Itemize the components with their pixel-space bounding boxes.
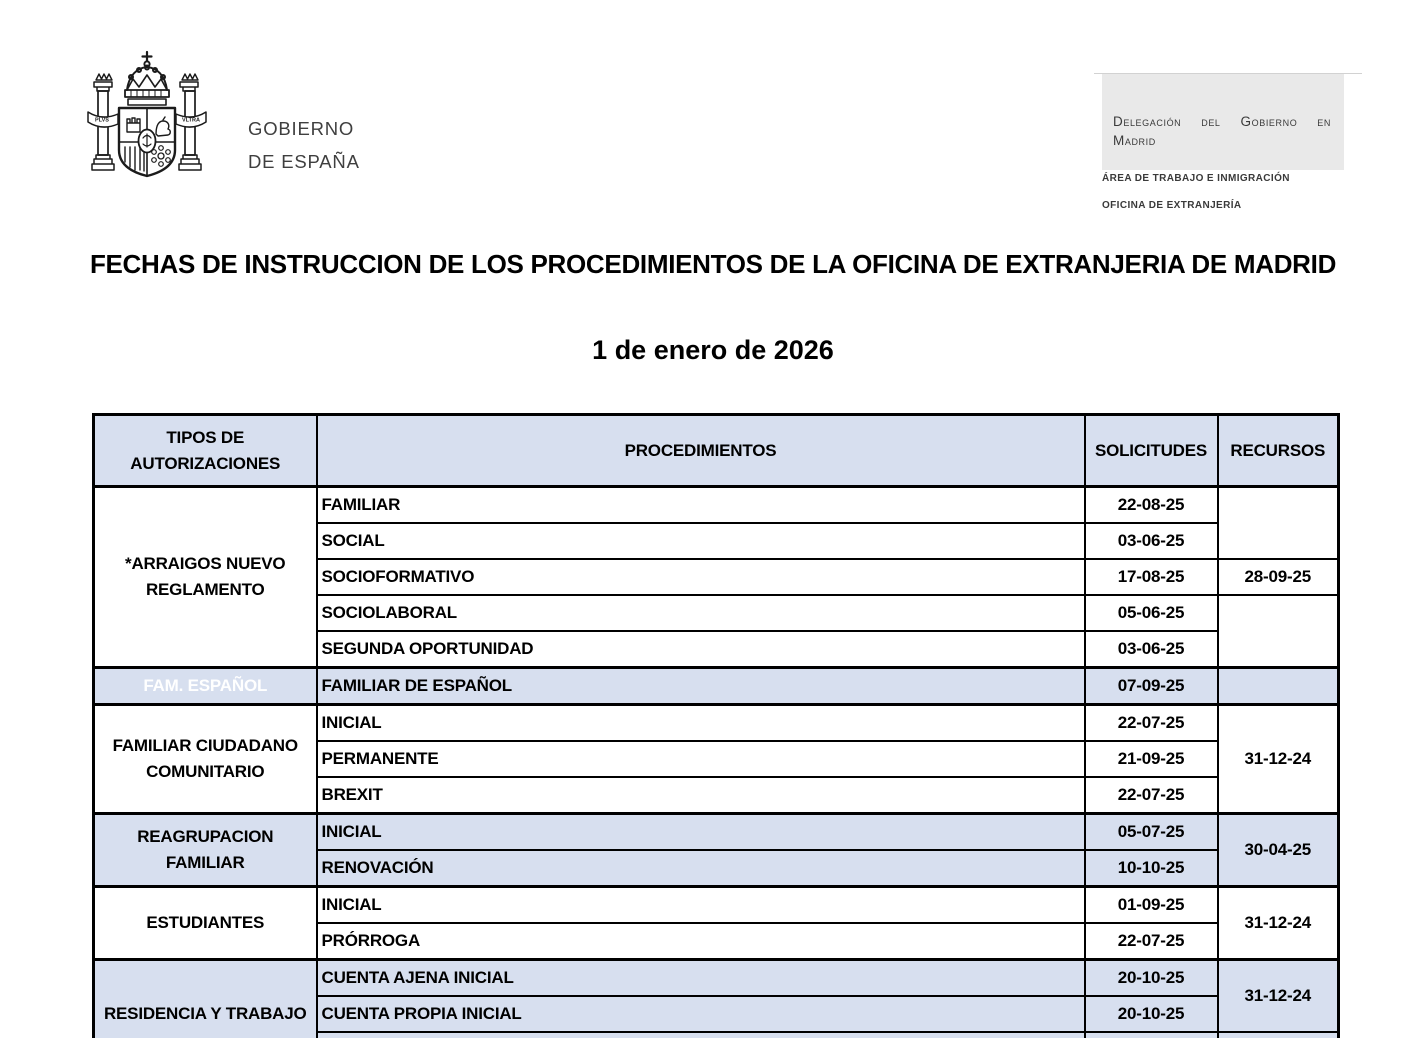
procedure-cell: INICIAL (317, 705, 1085, 742)
procedure-cell: SOCIOFORMATIVO (317, 559, 1085, 595)
department-area-line: ÁREA DE TRABAJO E INMIGRACIÓN (1102, 173, 1290, 184)
group-type-line: FAMILIAR CIUDADANO (112, 736, 298, 755)
procedure-cell: CUENTA PROPIA INICIAL (317, 996, 1085, 1032)
group-type-line: REAGRUPACION (137, 827, 274, 846)
column-header-tipos-line2: AUTORIZACIONES (130, 453, 281, 473)
government-name (248, 112, 360, 178)
recursos-empty-cell (1218, 595, 1339, 668)
government-name-line2: DE ESPAÑA (248, 151, 360, 172)
solicitudes-date-cell: 17-08-25 (1085, 559, 1218, 595)
solicitudes-date-cell: 10-10-25 (1085, 850, 1218, 887)
solicitudes-date-cell: 05-07-25 (1085, 814, 1218, 851)
procedure-cell: INICIAL (317, 814, 1085, 851)
solicitudes-date-cell: 22-08-25 (1085, 487, 1218, 524)
column-header-procedimientos: PROCEDIMIENTOS (317, 415, 1085, 487)
solicitudes-date-cell (1085, 1032, 1218, 1038)
procedure-cell: BREXIT (317, 777, 1085, 814)
recursos-date-cell: 31-12-24 (1218, 705, 1339, 814)
procedure-cell: SOCIOLABORAL (317, 595, 1085, 631)
procedure-cell: SOCIAL (317, 523, 1085, 559)
group-type-cell (94, 814, 317, 887)
column-header-recursos: RECURSOS (1218, 415, 1339, 487)
department-office-line: OFICINA DE EXTRANJERÍA (1102, 200, 1242, 211)
solicitudes-date-cell: 22-07-25 (1085, 923, 1218, 960)
column-header-tipos (94, 415, 317, 487)
procedure-cell: PERMANENTE (317, 741, 1085, 777)
procedure-cell: SEGUNDA OPORTUNIDAD (317, 631, 1085, 668)
table-row (94, 487, 1339, 524)
procedure-cell: CUENTA AJENA INICIAL (317, 960, 1085, 997)
recursos-empty-cell (1218, 668, 1339, 705)
table-row (94, 668, 1339, 705)
procedure-cell: INICIAL (317, 887, 1085, 924)
solicitudes-date-cell: 05-06-25 (1085, 595, 1218, 631)
column-header-solicitudes: SOLICITUDES (1085, 415, 1218, 487)
solicitudes-date-cell: 20-10-25 (1085, 960, 1218, 997)
group-type-cell: RESIDENCIA Y TRABAJO (94, 960, 317, 1038)
recursos-date-cell: 30-04-25 (1218, 814, 1339, 887)
table-header-row (94, 415, 1339, 487)
group-type-line: *ARRAIGOS NUEVO (125, 554, 286, 573)
group-type-cell (94, 487, 317, 668)
delegation-box (1102, 74, 1344, 170)
procedures-table (92, 413, 1340, 1038)
group-type-line: COMUNITARIO (146, 762, 265, 781)
solicitudes-date-cell: 01-09-25 (1085, 887, 1218, 924)
procedure-cell: FAMILIAR (317, 487, 1085, 524)
solicitudes-date-cell: 03-06-25 (1085, 523, 1218, 559)
recursos-date-cell: 31-12-24 (1218, 960, 1339, 1033)
solicitudes-date-cell: 22-07-25 (1085, 777, 1218, 814)
recursos-empty-cell (1218, 1032, 1339, 1038)
procedure-cell: RENOVACIÓN (317, 850, 1085, 887)
solicitudes-date-cell: 20-10-25 (1085, 996, 1218, 1032)
motto-left: PLVS (95, 117, 109, 124)
solicitudes-date-cell: 07-09-25 (1085, 668, 1218, 705)
solicitudes-date-cell: 03-06-25 (1085, 631, 1218, 668)
column-header-tipos-line1: TIPOS DE (166, 427, 245, 447)
solicitudes-date-cell: 21-09-25 (1085, 741, 1218, 777)
document-date: 1 de enero de 2026 (592, 335, 834, 365)
group-type-cell: FAM. ESPAÑOL (94, 668, 317, 705)
table-row (94, 705, 1339, 742)
motto-right: VLTRA (182, 117, 200, 124)
document-title: FECHAS DE INSTRUCCION DE LOS PROCEDIMIENTOS DE LA OFICINA DE EXTRANJERIA DE MADRID (89, 249, 1337, 279)
group-type-line: FAMILIAR (165, 853, 245, 872)
government-name-line1: GOBIERNO (248, 118, 355, 139)
table-row (94, 814, 1339, 851)
recursos-date-cell: 31-12-24 (1218, 887, 1339, 960)
procedure-cell (317, 1032, 1085, 1038)
group-type-line: REGLAMENTO (145, 580, 265, 599)
group-type-cell (94, 705, 317, 814)
table-row (94, 960, 1339, 997)
spain-coat-of-arms-icon (86, 48, 208, 190)
recursos-date-cell: 28-09-25 (1218, 559, 1339, 595)
procedure-cell: FAMILIAR DE ESPAÑOL (317, 668, 1085, 705)
procedure-cell: PRÓRROGA (317, 923, 1085, 960)
solicitudes-date-cell: 22-07-25 (1085, 705, 1218, 742)
table-row (94, 887, 1339, 924)
delegation-title: Delegación del Gobierno en Madrid (1113, 114, 1331, 148)
recursos-empty-cell (1218, 487, 1339, 560)
group-type-cell: ESTUDIANTES (94, 887, 317, 960)
